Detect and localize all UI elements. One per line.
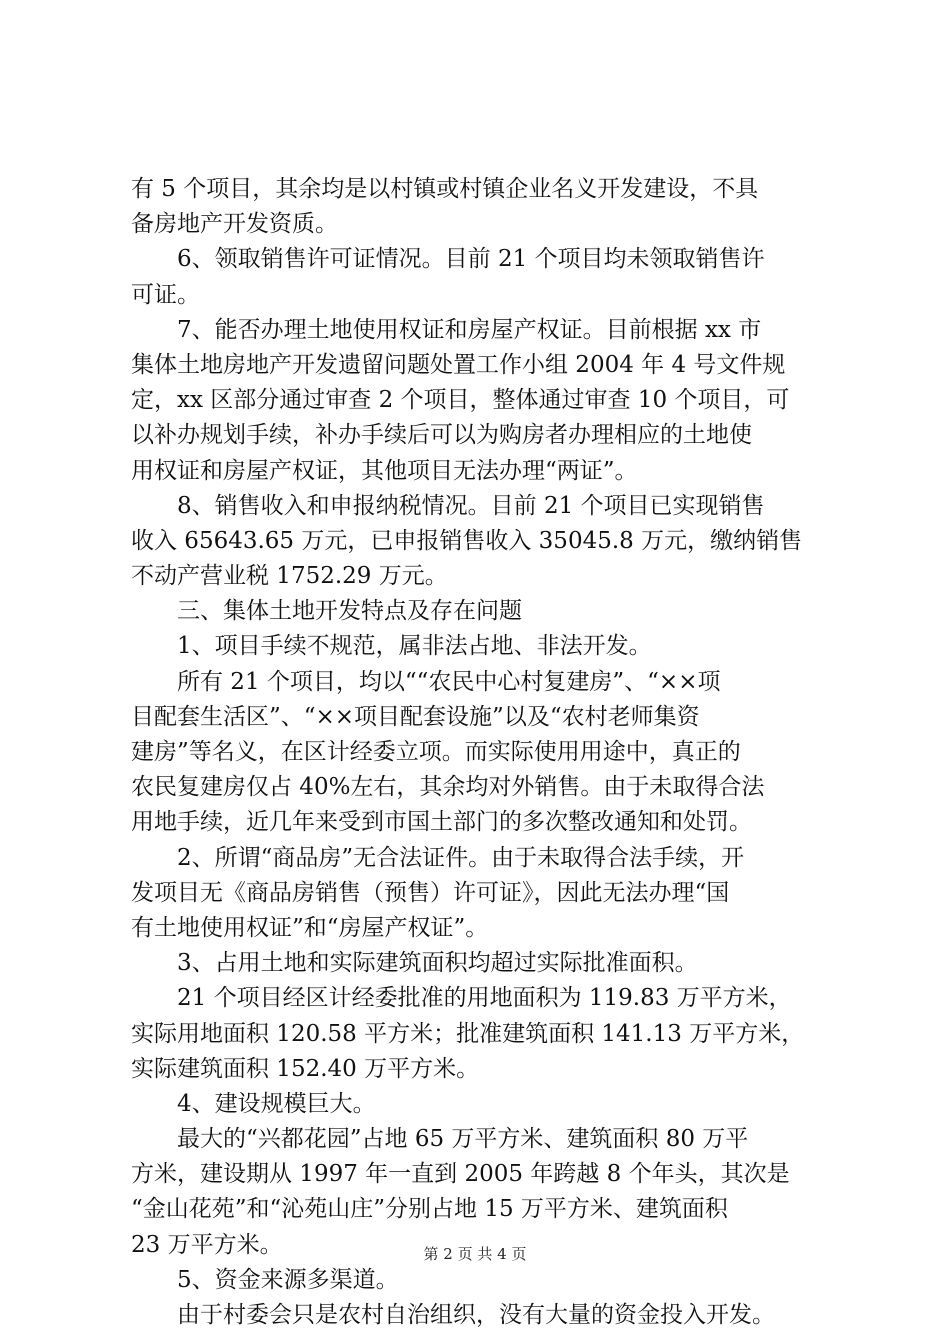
text-line: 所有 21 个项目，均以““农民中心村复建房”、“××项: [131, 668, 721, 695]
text-line: 21 个项目经区计经委批准的用地面积为 119.83 万平方米，: [131, 985, 792, 1012]
text-line: 5、资金来源多渠道。: [131, 1266, 399, 1293]
text-line: 收入 65643.65 万元，已申报销售收入 35045.8 万元，缴纳销售: [131, 527, 803, 554]
text-line: 实际建筑面积 152.40 万平方米。: [131, 1055, 480, 1082]
text-line: 发项目无《商品房销售（预售）许可证》，因此无法办理“国: [131, 879, 730, 906]
text-line: 用地手续，近几年来受到市国土部门的多次整改通知和处罚。: [131, 809, 752, 836]
text-line: 3、占用土地和实际建筑面积均超过实际批准面积。: [131, 950, 698, 977]
text-line: 可证。: [131, 281, 200, 308]
text-line: 2、所谓“商品房”无合法证件。由于未取得合法手续，开: [131, 844, 745, 871]
text-line: 实际用地面积 120.58 平方米；批准建筑面积 141.13 万平方米，: [131, 1020, 805, 1047]
text-line: 23 万平方米。: [131, 1231, 283, 1258]
text-line: 方米，建设期从 1997 年一直到 2005 年跨越 8 个年头，其次是: [131, 1161, 790, 1188]
text-line: 8、销售收入和申报纳税情况。目前 21 个项目已实现销售: [131, 492, 765, 519]
text-line: 定，xx 区部分通过审查 2 个项目，整体通过审查 10 个项目，可: [131, 387, 790, 414]
text-line: 集体土地房地产开发遗留问题处置工作小组 2004 年 4 号文件规: [131, 351, 786, 378]
text-line: 有 5 个项目，其余均是以村镇或村镇企业名义开发建设，不具: [131, 176, 759, 202]
page-number-footer: 第 2 页 共 4 页: [423, 1245, 527, 1263]
text-line: 不动产营业税 1752.29 万元。: [131, 563, 448, 590]
text-line: 最大的“兴都花园”占地 65 万平方米、建筑面积 80 万平: [131, 1126, 749, 1153]
text-line: 备房地产开发资质。: [131, 211, 338, 238]
text-line: 4、建设规模巨大。: [131, 1090, 376, 1117]
text-line: 7、能否办理土地使用权证和房屋产权证。目前根据 xx 市: [131, 316, 762, 343]
text-line: 用权证和房屋产权证，其他项目无法办理“两证”。: [131, 457, 638, 484]
text-line: 6、领取销售许可证情况。目前 21 个项目均未领取销售许: [131, 246, 765, 273]
text-line: 由于村委会只是农村自治组织，没有大量的资金投入开发。: [131, 1302, 775, 1328]
text-line: 有土地使用权证”和“房屋产权证”。: [131, 914, 489, 941]
text-line: 以补办规划手续，补办手续后可以为购房者办理相应的土地使: [131, 422, 752, 449]
document-body: [131, 172, 831, 1333]
section-heading: 三、集体土地开发特点及存在问题: [131, 598, 522, 625]
text-line: 农民复建房仅占 40%左右，其余均对外销售。由于未取得合法: [131, 774, 765, 801]
text-line: 目配套生活区”、“××项目配套设施”以及“农村老师集资: [131, 703, 700, 730]
text-line: “金山花苑”和“沁苑山庄”分别占地 15 万平方米、建筑面积: [131, 1196, 728, 1223]
text-line: 建房”等名义，在区计经委立项。而实际使用用途中，真正的: [131, 739, 741, 765]
text-line: 1、项目手续不规范，属非法占地、非法开发。: [131, 633, 652, 660]
